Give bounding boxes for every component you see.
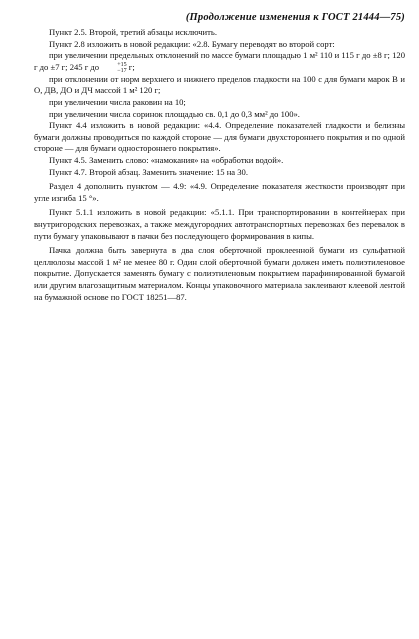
page-header: (Продолжение изменения к ГОСТ 21444—75): [185, 12, 405, 23]
paragraph-specks: при увеличении числа соринок площадью св. 0,1 до 0,3 мм² до 100».: [49, 108, 300, 119]
tolerance-lower: −17: [117, 67, 127, 74]
document-body: [34, 27, 405, 303]
paragraph-4-7: Пункт 4.7. Второй абзац. Заменить значение: 15 на 30.: [49, 166, 248, 177]
paragraph-mass-deviation: [34, 50, 405, 74]
mass-deviation-text: при увеличении предельных отклонений по массе бумаги площадью 1 м² 110 и 115 г до ±8 г; 120 г до ±7 г; 245 г до: [34, 50, 405, 72]
tolerance-fraction: [102, 62, 126, 74]
paragraph-holes: при увеличении числа раковин на 10;: [49, 97, 186, 107]
tolerance-upper: +15: [117, 61, 127, 68]
paragraph-2-8: Пункт 2.8 изложить в новой редакции: «2.8. Бумагу переводят во второй сорт:: [49, 38, 335, 49]
paragraph-4-9: Раздел 4 дополнить пунктом — 4.9: «4.9. Определение показателя жесткости производят при угле изгиба 15 °».: [34, 181, 405, 203]
paragraph-2-5: Пункт 2.5. Второй, третий абзацы исключить.: [49, 27, 217, 37]
paragraph-4-4: Пункт 4.4 изложить в новой редакции: «4.4. Определение показателей гладкости и белизны бумаги должны проводиться по каждой стороне — для бумаги двухстороннего покрытия и по одной стороне — для бумаги одностороннего покрытия».: [34, 120, 405, 154]
paragraph-4-5: Пункт 4.5. Заменить слово: «намокания» на «обработки водой».: [49, 154, 284, 165]
mass-deviation-end: г;: [126, 61, 135, 72]
paragraph-5-1-1: Пункт 5.1.1 изложить в новой редакции: «5.1.1. При транспортировании в контейнерах при внутригородских перевозках, а также междугородних автотранспортных перевозках без перевалок в пути бумагу упаковывают в пачки без последующего формирования в кипы.: [34, 207, 405, 241]
paragraph-smoothness: при отклонении от норм верхнего и нижнего пределов гладкости на 100 с для бумаги марок В и О, ДВ, ДО и ДЧ массой 1 м² 120 г;: [34, 73, 405, 96]
paragraph-packaging: Пачка должна быть завернута в два слоя оберточной проклеенной бумаги из сульфатной целлюлозы массой 1 м² не менее 80 г. Один слой оберточной бумаги должен иметь полиэтиленовое покрытие. Допускается заменять бумагу с полиэтиленовым покрытием парафинированной бумагой или другим влагозащитным материалом. Концы упаковочного материала заклеивают клеевой лентой на бумажной основе по ГОСТ 18251—87.: [34, 245, 405, 302]
